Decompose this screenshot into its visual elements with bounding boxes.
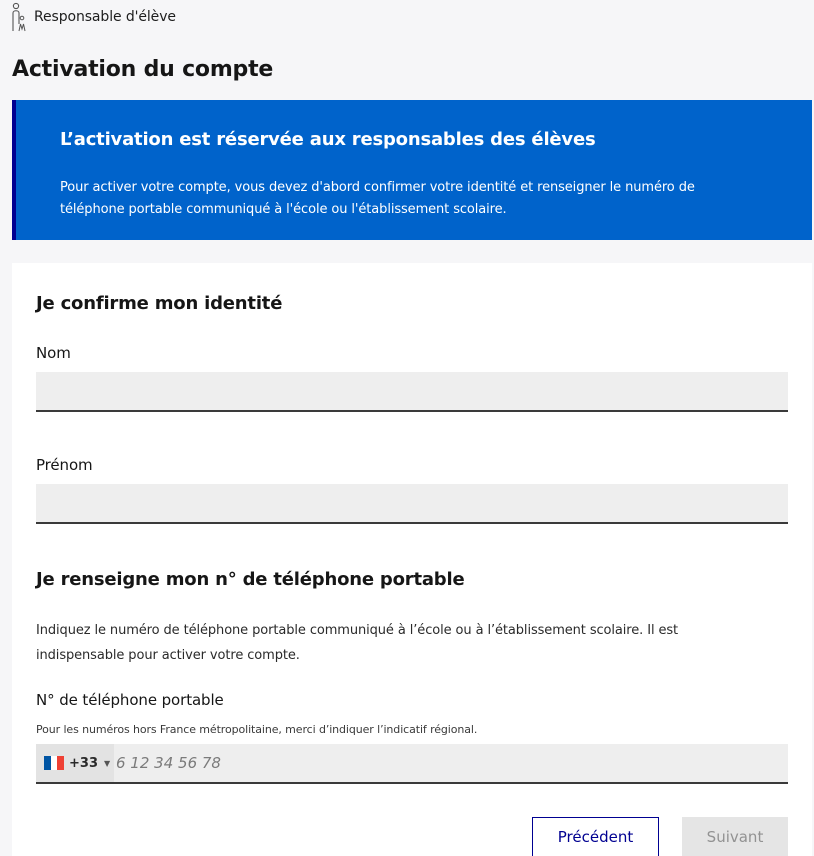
role-label: Responsable d'élève: [34, 9, 176, 25]
dial-code: +33: [69, 755, 98, 771]
prenom-input[interactable]: [36, 484, 788, 524]
previous-button[interactable]: Précédent: [532, 817, 659, 856]
phone-hint: Pour les numéros hors France métropolitaine, merci d’indiquer l’indicatif régional.: [36, 723, 478, 736]
banner-text: Pour activer votre compte, vous devez d'abord confirmer votre identité et renseigner le numéro de téléphone portable communiqué à l'école ou l'établissement scolaire.: [60, 180, 695, 217]
student-guardian-icon: [10, 2, 28, 32]
country-code-select[interactable]: [36, 744, 114, 782]
banner-title: L’activation est réservée aux responsables des élèves: [60, 129, 596, 150]
top-bar: [0, 0, 814, 32]
identity-section-title: Je confirme mon identité: [36, 293, 283, 314]
phone-description: Indiquez le numéro de téléphone portable communiqué à l’école ou à l’établissement scolaire. Il est indispensable pour activer votre compte.: [36, 623, 679, 663]
next-button[interactable]: Suivant: [682, 817, 788, 856]
prenom-label: Prénom: [36, 456, 93, 474]
nom-label: Nom: [36, 344, 71, 362]
activation-form: [12, 263, 812, 856]
page-title: Activation du compte: [12, 57, 274, 82]
phone-field: [36, 744, 788, 784]
info-banner: [12, 100, 812, 240]
caret-down-icon: ▼: [103, 758, 111, 768]
nom-input[interactable]: [36, 372, 788, 412]
france-flag-icon: [44, 756, 64, 770]
phone-input[interactable]: [114, 744, 788, 782]
phone-section-title: Je renseigne mon n° de téléphone portable: [36, 569, 465, 590]
phone-label: N° de téléphone portable: [36, 691, 224, 709]
